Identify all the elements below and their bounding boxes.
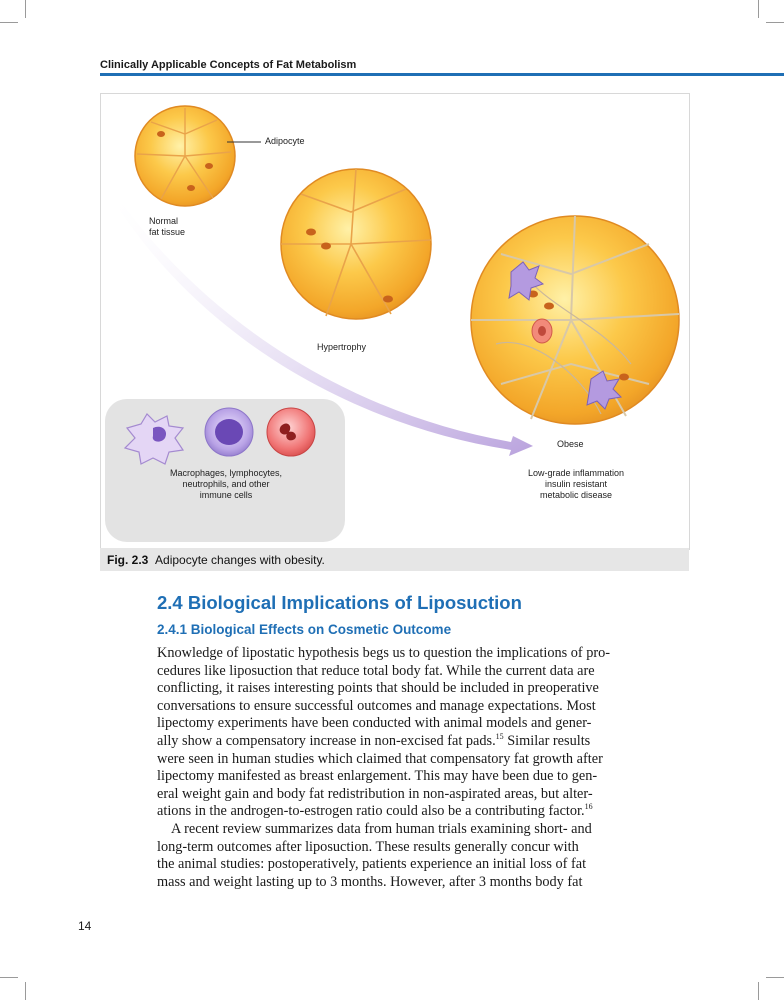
figure-caption-text: Adipocyte changes with obesity. (155, 553, 325, 567)
running-head: Clinically Applicable Concepts of Fat Metabolism (100, 59, 357, 71)
text-line-with-ref (157, 803, 637, 821)
paragraph-2 (157, 821, 637, 891)
label-effects (501, 468, 651, 501)
text-line: mass and weight lasting up to 3 months. However, after 3 months body fat (157, 873, 583, 890)
label-immune-line-2: neutrophils, and other (182, 479, 270, 489)
section-heading: 2.4 Biological Implications of Liposuction (157, 592, 522, 613)
lymphocyte-cell (205, 408, 253, 456)
header-rule (100, 73, 784, 76)
figure-caption (107, 553, 325, 567)
crop-mark (758, 982, 759, 1000)
text-segment: ally show a compensatory increase in non-excised fat pads. (157, 732, 496, 749)
crop-mark (766, 977, 784, 978)
text-line: long-term outcomes after liposuction. These results generally concur with (157, 838, 579, 855)
label-effects-line-2: insulin resistant (544, 479, 608, 489)
reference-15[interactable]: 15 (495, 732, 504, 742)
label-adipocyte: Adipocyte (265, 136, 305, 146)
figure-number: Fig. 2.3 (107, 553, 149, 567)
neutrophil-cell (267, 408, 315, 456)
label-normal-fat-tissue (149, 216, 185, 238)
text-line: conflicting, it raises interesting points that should be included in preoperative (157, 680, 599, 697)
label-immune-line-1: Macrophages, lymphocytes, (169, 468, 283, 478)
text-line: were seen in human studies which claimed that compensatory fat growth after (157, 750, 603, 767)
reference-16[interactable]: 16 (584, 802, 593, 812)
text-line: lipectomy experiments have been conducted with animal models and gener- (157, 715, 592, 732)
label-effects-line-3: metabolic disease (539, 490, 613, 500)
paragraph-1 (157, 645, 637, 821)
crop-mark (25, 0, 26, 18)
label-normal-line-2: fat tissue (149, 227, 186, 237)
hypertrophy-cluster (281, 169, 431, 319)
label-immune-line-3: immune cells (199, 490, 253, 500)
figure-illustration (100, 93, 690, 550)
text-line: eral weight gain and body fat redistribution in non-aspirated areas, but alter- (157, 785, 593, 802)
text-line: lipectomy manifested as breast enlargement. This may have been due to gen- (157, 768, 598, 785)
text-segment: Similar results (503, 732, 591, 749)
label-normal-line-1: Normal (149, 216, 179, 226)
text-line: conversations to ensure successful outcomes and manage expectations. Most (157, 697, 596, 714)
figure-caption-bar (100, 548, 689, 571)
crop-mark (758, 0, 759, 18)
label-obese: Obese (557, 439, 584, 449)
page-number: 14 (78, 919, 92, 933)
text-line-with-ref (157, 733, 637, 751)
subsection-heading: 2.4.1 Biological Effects on Cosmetic Outcome (157, 622, 452, 637)
text-line: the animal studies: postoperatively, patients experience an initial loss of fat (157, 856, 587, 873)
text-segment: ations in the androgen-to-estrogen ratio could also be a contributing factor. (157, 803, 585, 820)
label-immune-cells (141, 468, 311, 501)
label-hypertrophy: Hypertrophy (317, 342, 367, 352)
text-line: Knowledge of lipostatic hypothesis begs us to question the implications of pro- (157, 645, 611, 661)
normal-fat-cluster (135, 106, 235, 206)
crop-mark (0, 977, 18, 978)
text-line: cedures like liposuction that reduce total body fat. While the current data are (157, 662, 595, 679)
crop-mark (766, 22, 784, 23)
obese-cluster (471, 216, 679, 424)
text-line: A recent review summarizes data from human trials examining short- and (171, 821, 592, 837)
crop-mark (25, 982, 26, 1000)
crop-mark (0, 22, 18, 23)
label-effects-line-1: Low-grade inflammation (527, 468, 625, 478)
